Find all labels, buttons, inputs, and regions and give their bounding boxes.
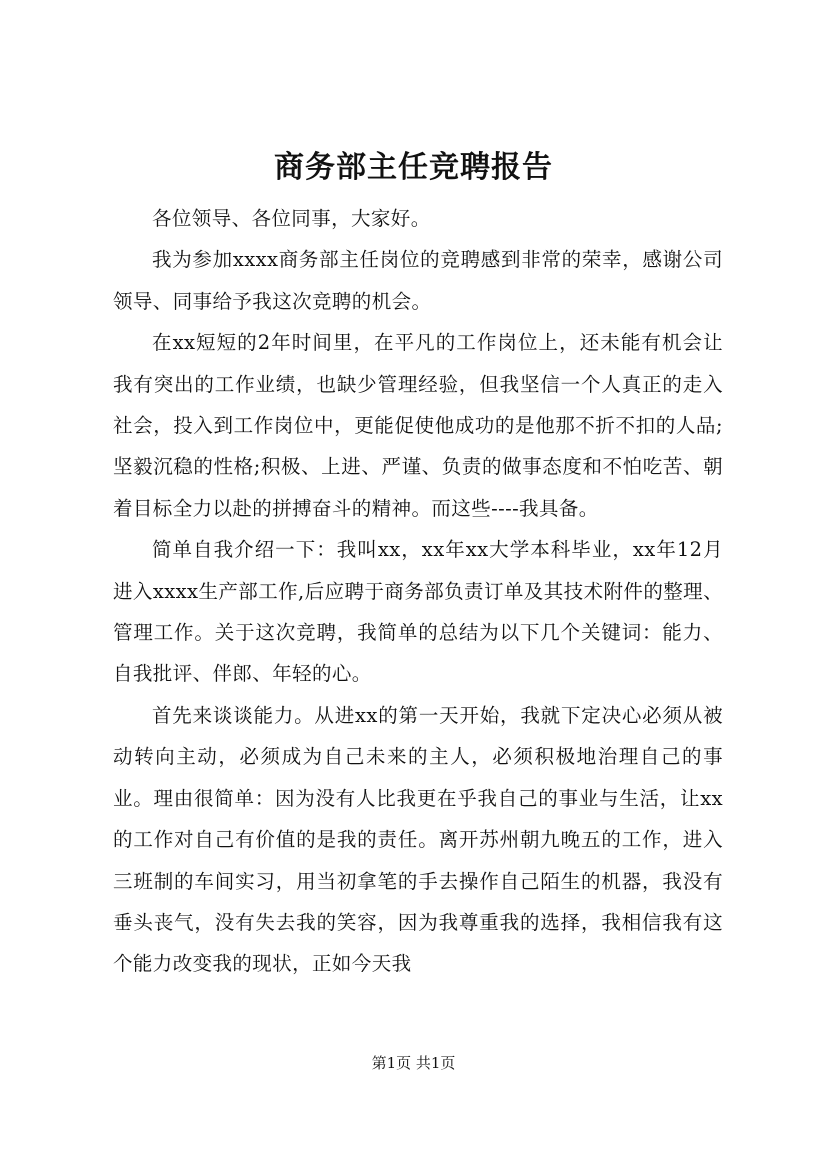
paragraph-self-intro: 简单自我介绍一下：我叫xx，xx年xx大学本科毕业，xx年12月进入xxxx生产部工作,后应聘于商务部负责订单及其技术附件的整理、管理工作。关于这次竞聘，我简单的总结为以下几个关键词：能力、自我批评、伴郎、年轻的心。	[113, 538, 723, 686]
paragraph-greeting: 各位领导、各位同事，大家好。	[152, 207, 431, 230]
document-body	[113, 198, 723, 985]
paragraph-character: 在xx短短的2年时间里，在平凡的工作岗位上，还未能有机会让我有突出的工作业绩，也缺少管理经验，但我坚信一个人真正的走入社会，投入到工作岗位中，更能促使他成功的是他那不折不扣的人品;坚毅沉稳的性格;积极、上进、严谨、负责的做事态度和不怕吃苦、朝着目标全力以赴的拼搏奋斗的精神。而这些----我具备。	[113, 331, 723, 520]
paragraph-ability: 首先来谈谈能力。从进xx的第一天开始，我就下定决心必须从被动转向主动，必须成为自己未来的主人，必须积极地治理自己的事业。理由很简单：因为没有人比我更在乎我自己的事业与生活，让xx的工作对自己有价值的是我的责任。离开苏州朝九晚五的工作，进入三班制的车间实习，用当初拿笔的手去操作自己陌生的机器，我没有垂头丧气，没有失去我的笑容，因为我尊重我的选择，我相信我有这个能力改变我的现状，正如今天我	[113, 703, 723, 976]
paragraph-thanks: 我为参加xxxx商务部主任岗位的竞聘感到非常的荣幸，感谢公司领导、同事给予我这次竞聘的机会。	[113, 248, 723, 313]
page-title: 商务部主任竞聘报告	[274, 150, 553, 185]
page-number-footer: 第1页 共1页	[371, 1054, 456, 1072]
